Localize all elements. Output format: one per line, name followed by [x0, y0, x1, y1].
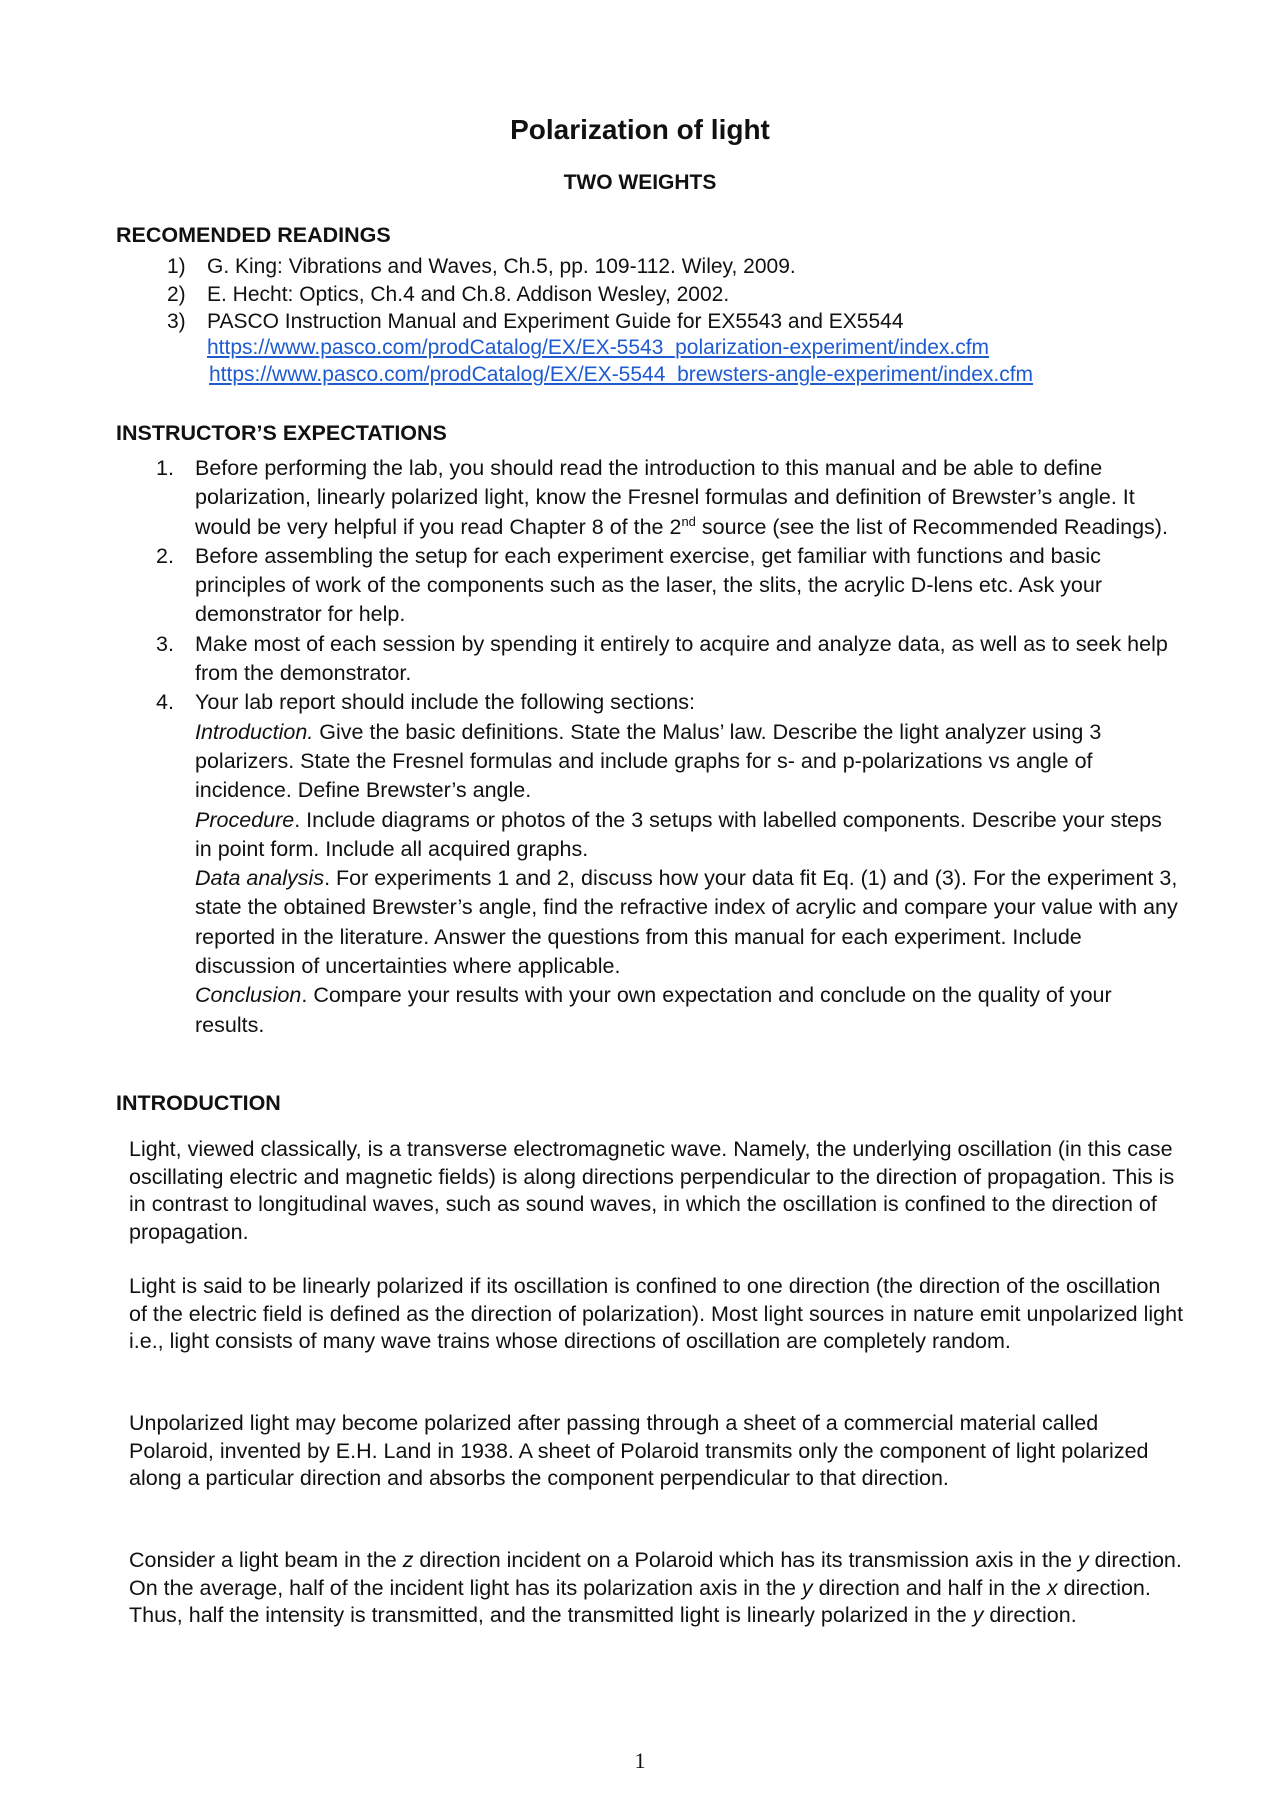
italic-variable: y: [1077, 1548, 1089, 1572]
superscript-nd: nd: [681, 513, 696, 529]
item-text: Before assembling the setup for each experiment exercise, get familiar with functions and basic principles of work of the components such as the laser, the slits, the acrylic D-lens etc. Ask your demonstrator for help.: [195, 543, 1102, 627]
introduction-heading: INTRODUCTION: [116, 1091, 281, 1115]
text-run: direction.: [983, 1603, 1077, 1627]
item-number: 4.: [156, 690, 174, 715]
expectation-item-3: [140, 630, 1180, 689]
report-section-conclusion: [140, 981, 1180, 1040]
item-number: 2.: [156, 543, 174, 568]
text-run: direction and half in the: [812, 1575, 1047, 1600]
reading-text: E. Hecht: Optics, Ch.4 and Ch.8. Addison Wesley, 2002.: [207, 283, 730, 306]
section-label: Introduction.: [195, 719, 314, 744]
readings-heading: RECOMENDED READINGS: [116, 223, 391, 247]
reading-item-2: [167, 280, 729, 309]
item-text-part: Before performing the lab, you should read the introduction to this manual and be able to define polarization, linearly polarized light, know the Fresnel formulas and definition of Brewster’s angle. It would be very helpful if you read Chapter 8 of the 2: [195, 456, 1135, 539]
text-run: direction incident on a Polaroid which has its transmission axis in the: [413, 1548, 1078, 1572]
intro-paragraph-1: Light, viewed classically, is a transverse electromagnetic wave. Namely, the underlying oscillation (in this case oscillating electric and magnetic fields) is along directions perpendicular to the direction of propagation. This is in contrast to longitudinal waves, such as sound waves, in which the oscillation is confined to the direction of propagation.: [129, 1137, 1175, 1244]
section-text: . Include diagrams or photos of the 3 setups with labelled components. Describe your steps in point form. Include all acquired graphs.: [195, 807, 1162, 861]
expectation-item-2: [140, 542, 1180, 630]
expectation-item-1: [140, 454, 1180, 542]
report-section-data-analysis: [140, 864, 1180, 981]
expectations-list: [140, 454, 1180, 1040]
text-run: direction. Thus, half the intensity is transmitted, and the transmitted light is linearly polarized in the: [129, 1575, 1151, 1627]
item-text: Your lab report should include the following sections:: [195, 690, 695, 715]
reading-number: 3): [167, 310, 186, 333]
item-number: 1.: [156, 456, 174, 480]
section-label: Conclusion: [195, 983, 302, 1008]
pasco-link-ex5544[interactable]: https://www.pasco.com/prodCatalog/EX/EX-5544_brewsters-angle-experiment/index.cfm: [209, 363, 1034, 386]
section-text: Give the basic definitions. State the Malus’ law. Describe the light analyzer using 3 polarizers. State the Fresnel formulas and include graphs for s- and p-polarizations vs angle of incidence. Define Brewster’s angle.: [195, 719, 1102, 803]
document-subtitle: TWO WEIGHTS: [563, 171, 717, 194]
section-text: . Compare your results with your own expectation and conclude on the quality of your results.: [195, 983, 1112, 1037]
section-label: Procedure: [195, 807, 295, 832]
report-section-procedure: [140, 806, 1180, 865]
document-title: Polarization of light: [510, 114, 770, 145]
item-number: 3.: [156, 631, 174, 656]
intro-paragraph-3: Unpolarized light may become polarized after passing through a sheet of a commercial material called Polaroid, invented by E.H. Land in 1938. A sheet of Polaroid transmits only the component of light polarized along a particular direction and absorbs the component perpendicular to that direction.: [129, 1411, 1149, 1490]
section-label: Data analysis: [195, 866, 325, 891]
expectations-heading: INSTRUCTOR’S EXPECTATIONS: [116, 421, 447, 445]
italic-variable: y: [801, 1575, 813, 1600]
italic-variable: z: [402, 1548, 414, 1572]
intro-paragraph-2: Light is said to be linearly polarized if its oscillation is confined to one direction (the direction of the oscillation of the electric field is defined as the direction of polarization). Most light sources in nature emit unpolarized light i.e., light consists of many wave trains whose directions of oscillation are completely random.: [129, 1274, 1184, 1353]
expectation-item-4: [140, 688, 1180, 717]
text-run: Consider a light beam in the: [129, 1548, 403, 1572]
report-section-introduction: [140, 718, 1180, 806]
page-number: 1: [634, 1748, 646, 1773]
italic-variable: y: [972, 1603, 984, 1627]
reading-number: 1): [167, 255, 186, 278]
item-text: [195, 454, 1180, 542]
item-text: Make most of each session by spending it entirely to acquire and analyze data, as well as to seek help from the demonstrator.: [195, 631, 1168, 686]
reading-item-3: [167, 307, 904, 336]
reading-number: 2): [167, 283, 186, 306]
item-text-part: source (see the list of Recommended Readings).: [695, 514, 1168, 539]
reading-text: PASCO Instruction Manual and Experiment Guide for EX5543 and EX5544: [207, 310, 904, 333]
reading-item-1: [167, 252, 796, 281]
section-text: . For experiments 1 and 2, discuss how your data fit Eq. (1) and (3). For the experiment 3, state the obtained Brewster’s angle, find the refractive index of acrylic and compare your value with any reported in the literature. Answer the questions from this manual for each experiment. Include discussion of uncertainties where applicable.: [195, 866, 1178, 979]
pasco-link-ex5543[interactable]: https://www.pasco.com/prodCatalog/EX/EX-5543_polarization-experiment/index.cfm: [207, 336, 990, 359]
text-run: direction. On the average, half of the incident light has its polarization axis in the: [129, 1548, 1182, 1600]
reading-text: G. King: Vibrations and Waves, Ch.5, pp. 109-112. Wiley, 2009.: [207, 255, 796, 278]
intro-paragraph-4: [129, 1547, 1184, 1630]
italic-variable: x: [1046, 1575, 1058, 1600]
